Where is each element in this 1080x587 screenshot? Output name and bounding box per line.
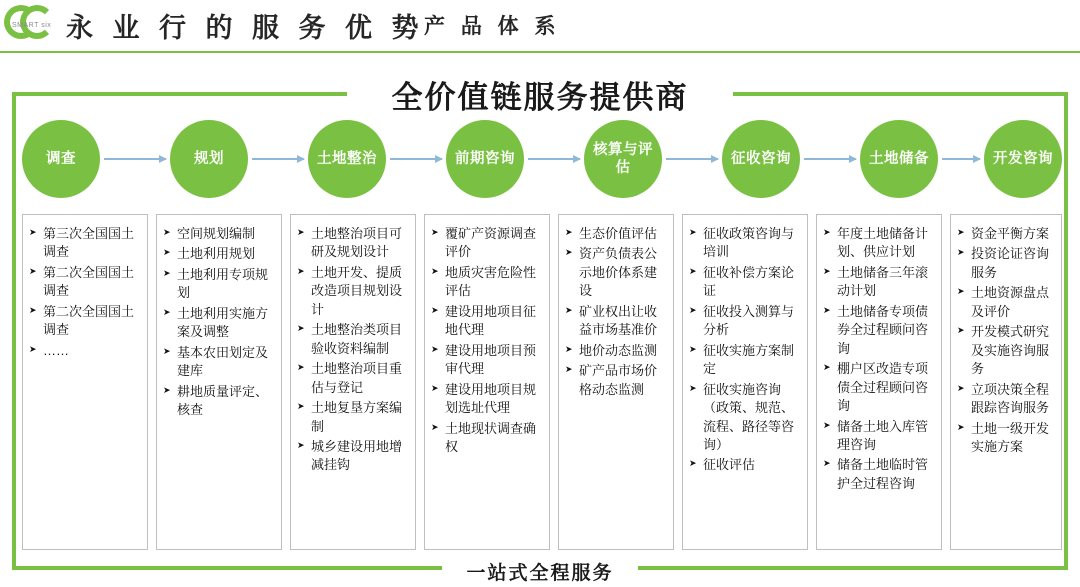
column-guihua bbox=[156, 214, 282, 550]
company-logo bbox=[4, 2, 62, 46]
list-item: ➤ 土地现状调查确权 bbox=[431, 420, 543, 457]
list-item: ➤ 棚户区改造专项债全过程顾问咨询 bbox=[823, 360, 935, 415]
list-item: ➤ 土地储备专项债券全过程顾问咨询 bbox=[823, 303, 935, 358]
list-item: ➤ 投资论证咨询服务 bbox=[957, 245, 1055, 282]
list-item: ➤ 征收补偿方案论证 bbox=[689, 264, 801, 301]
flow-node-qianqizixun[interactable]: 前期咨询 bbox=[446, 120, 524, 198]
list-kaifazixun bbox=[957, 225, 1055, 456]
list-item: ➤ 第二次全国国土调查 bbox=[29, 303, 141, 340]
list-item: ➤ 土地整治类项目验收资料编制 bbox=[297, 321, 409, 358]
list-hesuanpinggu bbox=[565, 225, 667, 399]
page-header bbox=[0, 0, 1080, 52]
list-item: ➤ 矿产品市场价格动态监测 bbox=[565, 362, 667, 399]
header-title-left: 永 业 行 的 服 务 优 势 bbox=[66, 13, 425, 43]
list-diaocha bbox=[29, 225, 141, 360]
column-tudichubei bbox=[816, 214, 942, 550]
list-item: ➤ 立项决策全程跟踪咨询服务 bbox=[957, 381, 1055, 418]
flow-node-guihua[interactable]: 规划 bbox=[170, 120, 248, 198]
list-item: ➤ 土地一级开发实施方案 bbox=[957, 420, 1055, 457]
list-item: ➤ 土地利用实施方案及调整 bbox=[163, 305, 275, 342]
frame-right-line bbox=[1064, 92, 1068, 570]
flow-node-hesuanpinggu[interactable]: 核算与评估 bbox=[584, 120, 662, 198]
list-item: ➤ 土地开发、提质改造项目规划设计 bbox=[297, 264, 409, 319]
list-item: ➤ 建设用地项目预审代理 bbox=[431, 342, 543, 379]
list-item: ➤ 征收投入测算与分析 bbox=[689, 303, 801, 340]
flow-arrow-5 bbox=[666, 158, 718, 160]
list-item: ➤ 土地整治项目可研及规划设计 bbox=[297, 225, 409, 262]
flow-node-tudichubei[interactable]: 土地储备 bbox=[860, 120, 938, 198]
list-item: ➤ 资金平衡方案 bbox=[957, 225, 1055, 243]
flow-arrow-6 bbox=[804, 158, 856, 160]
logo-text: SMART six bbox=[12, 22, 52, 29]
list-item: ➤ 土地储备三年滚动计划 bbox=[823, 264, 935, 301]
header-title-right: 产 品 体 系 bbox=[424, 15, 561, 38]
list-item: ➤ 空间规划编制 bbox=[163, 225, 275, 243]
list-item: ➤ 资产负债表公示地价体系建设 bbox=[565, 245, 667, 300]
header-divider bbox=[0, 51, 1080, 53]
service-columns bbox=[22, 214, 1062, 550]
list-item: ➤ 建设用地项目征地代理 bbox=[431, 303, 543, 340]
list-item: ➤ 土地资源盘点及评价 bbox=[957, 284, 1055, 321]
list-item: ➤ 征收政策咨询与培训 bbox=[689, 225, 801, 262]
list-item: ➤ 开发模式研究及实施咨询服务 bbox=[957, 323, 1055, 378]
list-item: ➤ 地质灾害危险性评估 bbox=[431, 264, 543, 301]
flow-node-diaocha[interactable]: 调查 bbox=[22, 120, 100, 198]
list-item: ➤ 第三次全国国土调查 bbox=[29, 225, 141, 262]
list-item: ➤ 土地利用专项规划 bbox=[163, 266, 275, 303]
flow-arrow-2 bbox=[252, 158, 304, 160]
list-item: ➤ 征收实施咨询（政策、规范、流程、路径等咨询） bbox=[689, 381, 801, 455]
frame-left-line bbox=[12, 92, 16, 570]
list-item: ➤ 耕地质量评定、核查 bbox=[163, 383, 275, 420]
list-item: ➤ 土地利用规划 bbox=[163, 245, 275, 263]
flow-arrow-3 bbox=[390, 158, 442, 160]
list-item: ➤ 生态价值评估 bbox=[565, 225, 667, 243]
list-item: ➤ 基本农田划定及建库 bbox=[163, 344, 275, 381]
list-item: ➤ 第二次全国国土调查 bbox=[29, 264, 141, 301]
column-kaifazixun bbox=[950, 214, 1062, 550]
page-title: 全价值链服务提供商 bbox=[391, 80, 689, 115]
column-diaocha bbox=[22, 214, 148, 550]
flow-arrow-4 bbox=[528, 158, 580, 160]
footer-caption: 一站式全程服务 bbox=[466, 563, 614, 584]
flow-arrow-1 bbox=[104, 158, 166, 160]
list-item: ➤ 征收实施方案制定 bbox=[689, 342, 801, 379]
list-item: ➤ 土地整治项目重估与登记 bbox=[297, 360, 409, 397]
list-tudizhengzhi bbox=[297, 225, 409, 475]
flow-node-tudizhengzhi[interactable]: 土地整治 bbox=[308, 120, 386, 198]
list-tudichubei bbox=[823, 225, 935, 493]
list-item: ➤ …… bbox=[29, 342, 141, 360]
list-item: ➤ 建设用地项目规划选址代理 bbox=[431, 381, 543, 418]
process-flow bbox=[22, 120, 1062, 206]
list-item: ➤ 征收评估 bbox=[689, 456, 801, 474]
column-hesuanpinggu bbox=[558, 214, 674, 550]
list-item: ➤ 城乡建设用地增减挂钩 bbox=[297, 438, 409, 475]
list-qianqizixun bbox=[431, 225, 543, 456]
list-item: ➤ 覆矿产资源调查评价 bbox=[431, 225, 543, 262]
list-item: ➤ 年度土地储备计划、供应计划 bbox=[823, 225, 935, 262]
column-zhengshouzixun bbox=[682, 214, 808, 550]
list-item: ➤ 储备土地临时管护全过程咨询 bbox=[823, 456, 935, 493]
list-item: ➤ 地价动态监测 bbox=[565, 342, 667, 360]
list-item: ➤ 土地复垦方案编制 bbox=[297, 399, 409, 436]
list-guihua bbox=[163, 225, 275, 420]
flow-node-zhengshouzixun[interactable]: 征收咨询 bbox=[722, 120, 800, 198]
flow-arrow-7 bbox=[942, 158, 980, 160]
flow-node-kaifazixun[interactable]: 开发咨询 bbox=[984, 120, 1062, 198]
list-item: ➤ 矿业权出让收益市场基准价 bbox=[565, 303, 667, 340]
column-qianqizixun bbox=[424, 214, 550, 550]
list-item: ➤ 储备土地入库管理咨询 bbox=[823, 418, 935, 455]
list-zhengshouzixun bbox=[689, 225, 801, 475]
column-tudizhengzhi bbox=[290, 214, 416, 550]
